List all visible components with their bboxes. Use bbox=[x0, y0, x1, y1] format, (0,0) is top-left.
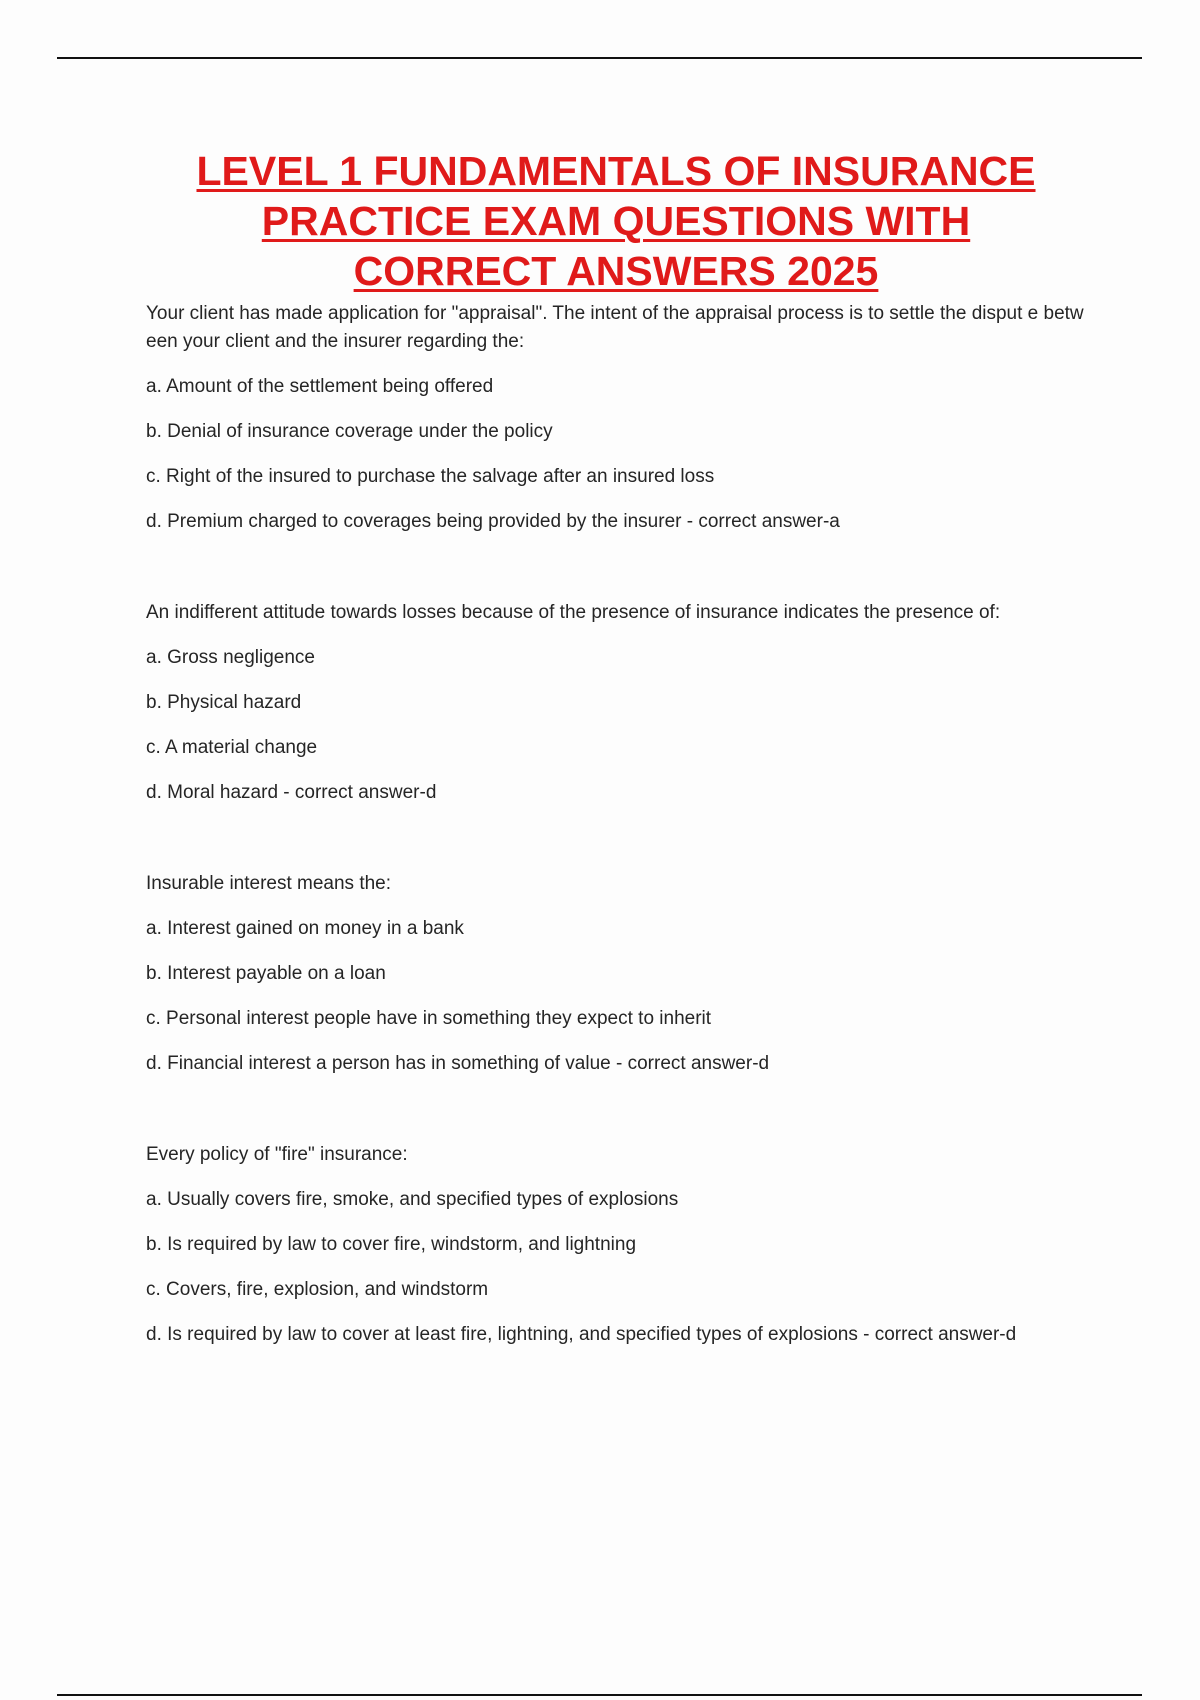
question-stem: Every policy of "fire" insurance: bbox=[146, 1144, 408, 1165]
question-2 bbox=[146, 599, 1086, 805]
answer-option: d. Is required by law to cover at least fire, lightning, and specified types of explosions - correct answer-d bbox=[146, 1324, 1017, 1345]
title-line-3: CORRECT ANSWERS 2025 bbox=[353, 248, 879, 294]
answer-option: d. Moral hazard - correct answer-d bbox=[146, 782, 437, 803]
page-title bbox=[100, 146, 1132, 296]
question-spacer bbox=[146, 554, 1086, 599]
answer-option: a. Gross negligence bbox=[146, 647, 315, 668]
question-4 bbox=[146, 1141, 1086, 1347]
answer-option: b. Is required by law to cover fire, windstorm, and lightning bbox=[146, 1234, 637, 1255]
questions-list bbox=[146, 300, 1086, 1367]
answer-option: c. Right of the insured to purchase the salvage after an insured loss bbox=[146, 466, 715, 487]
question-stem: An indifferent attitude towards losses because of the presence of insurance indicates the presence of: bbox=[146, 602, 1001, 623]
bottom-rule bbox=[57, 1694, 1142, 1696]
answer-option: a. Interest gained on money in a bank bbox=[146, 918, 464, 939]
answer-option: c. Covers, fire, explosion, and windstorm bbox=[146, 1279, 489, 1300]
answer-option: d. Financial interest a person has in something of value - correct answer-d bbox=[146, 1053, 770, 1074]
answer-option: b. Interest payable on a loan bbox=[146, 963, 386, 984]
title-line-2: PRACTICE EXAM QUESTIONS WITH bbox=[261, 198, 971, 244]
answer-option: c. Personal interest people have in something they expect to inherit bbox=[146, 1008, 712, 1029]
answer-option: a. Usually covers fire, smoke, and specified types of explosions bbox=[146, 1189, 679, 1210]
question-stem: Insurable interest means the: bbox=[146, 873, 392, 894]
answer-option: c. A material change bbox=[146, 737, 318, 758]
answer-option: b. Denial of insurance coverage under the policy bbox=[146, 421, 553, 442]
answer-option: d. Premium charged to coverages being provided by the insurer - correct answer-a bbox=[146, 511, 840, 532]
top-rule bbox=[57, 57, 1142, 59]
answer-option: a. Amount of the settlement being offered bbox=[146, 376, 494, 397]
question-spacer bbox=[146, 1096, 1086, 1141]
question-stem: Your client has made application for "appraisal". The intent of the appraisal process is to settle the disput e between your client and the insurer regarding the: bbox=[146, 303, 1084, 352]
question-spacer bbox=[146, 825, 1086, 870]
title-line-1: LEVEL 1 FUNDAMENTALS OF INSURANCE bbox=[196, 148, 1036, 194]
answer-option: b. Physical hazard bbox=[146, 692, 302, 713]
question-1 bbox=[146, 300, 1086, 534]
question-3 bbox=[146, 870, 1086, 1076]
